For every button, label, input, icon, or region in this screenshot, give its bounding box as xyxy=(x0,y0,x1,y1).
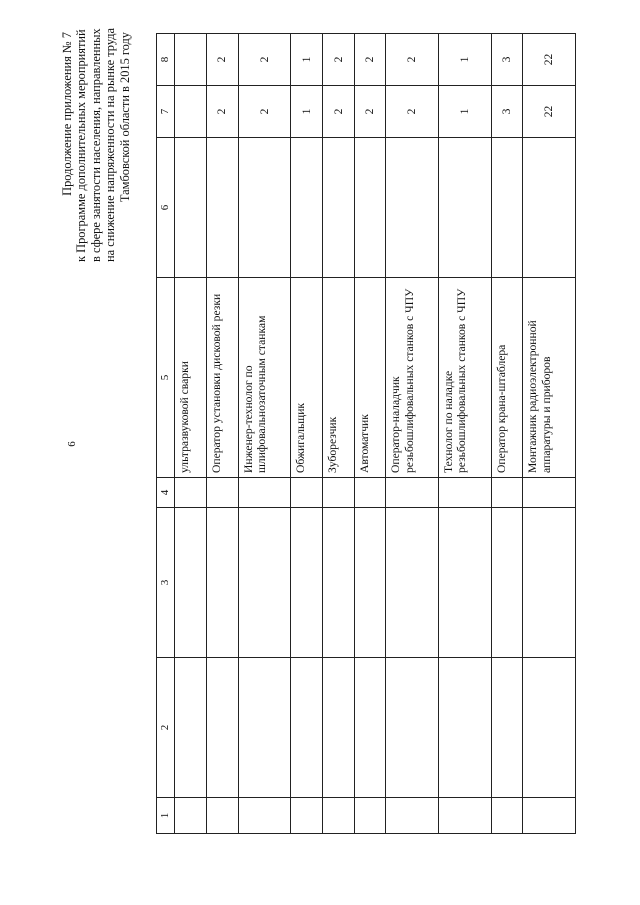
column-number: 3 xyxy=(157,508,175,658)
header-line: Тамбовской области в 2015 году xyxy=(117,32,132,203)
table-cell-c2 xyxy=(206,658,238,798)
table-cell-c8: 1 xyxy=(291,34,323,86)
table-cell-c1 xyxy=(175,798,207,834)
appendix-header xyxy=(60,27,144,262)
table-cell-c3 xyxy=(491,508,523,658)
table-cell-c7: 22 xyxy=(523,86,576,138)
header-line: в сфере занятости населения, направленных xyxy=(88,28,103,262)
table-row xyxy=(354,34,386,834)
table-cell-c6 xyxy=(291,138,323,278)
table-cell-c7: 1 xyxy=(438,86,491,138)
table-cell-c2 xyxy=(386,658,439,798)
table-cell-c8: 2 xyxy=(238,34,291,86)
table-cell-c6 xyxy=(175,138,207,278)
table-cell-c2 xyxy=(291,658,323,798)
column-number: 4 xyxy=(157,478,175,508)
table-cell-c2 xyxy=(238,658,291,798)
table-cell-c6 xyxy=(491,138,523,278)
table-cell-c5: Оператор крана-штаблера xyxy=(491,278,523,478)
table-row xyxy=(322,34,354,834)
table-row xyxy=(491,34,523,834)
table-cell-c2 xyxy=(523,658,576,798)
table-cell-c8 xyxy=(175,34,207,86)
column-number: 8 xyxy=(157,34,175,86)
table-cell-c6 xyxy=(354,138,386,278)
table-cell-c8: 2 xyxy=(322,34,354,86)
table-cell-c6 xyxy=(438,138,491,278)
table-cell-c7: 1 xyxy=(291,86,323,138)
table-cell-c3 xyxy=(238,508,291,658)
table-cell-c8: 2 xyxy=(386,34,439,86)
table-cell-c5: Обжигальщик xyxy=(291,278,323,478)
table-cell-c7: 2 xyxy=(206,86,238,138)
column-number: 1 xyxy=(157,798,175,834)
table-cell-c5: Технолог по наладке резьбошлифовальных станков с ЧПУ xyxy=(438,278,491,478)
table-cell-c7 xyxy=(175,86,207,138)
table-cell-c3 xyxy=(386,508,439,658)
table-row xyxy=(386,34,439,834)
table-cell-c5: Оператор-наладчик резьбошлифовальных станков с ЧПУ xyxy=(386,278,439,478)
table-cell-c1 xyxy=(291,798,323,834)
table-cell-c7: 2 xyxy=(386,86,439,138)
table-cell-c3 xyxy=(438,508,491,658)
table-cell-c1 xyxy=(523,798,576,834)
table-cell-c1 xyxy=(354,798,386,834)
table-cell-c6 xyxy=(386,138,439,278)
table-cell-c7: 2 xyxy=(238,86,291,138)
table-cell-c3 xyxy=(354,508,386,658)
column-number: 5 xyxy=(157,278,175,478)
table-cell-c4 xyxy=(322,478,354,508)
table-cell-c4 xyxy=(491,478,523,508)
table-cell-c6 xyxy=(238,138,291,278)
table-cell-c1 xyxy=(322,798,354,834)
table-cell-c4 xyxy=(354,478,386,508)
column-number: 7 xyxy=(157,86,175,138)
header-line: к Программе дополнительных мероприятий xyxy=(74,29,89,262)
table-cell-c8: 1 xyxy=(438,34,491,86)
table-cell-c6 xyxy=(523,138,576,278)
header-line: Продолжение приложения № 7 xyxy=(60,32,74,196)
table-cell-c4 xyxy=(238,478,291,508)
table-cell-c2 xyxy=(354,658,386,798)
table-cell-c4 xyxy=(523,478,576,508)
table-row xyxy=(291,34,323,834)
column-number-row xyxy=(157,34,175,834)
table-cell-c3 xyxy=(523,508,576,658)
table-cell-c1 xyxy=(386,798,439,834)
page-number: 6 xyxy=(66,441,78,447)
table-cell-c5: Автоматчик xyxy=(354,278,386,478)
column-number: 6 xyxy=(157,138,175,278)
header-line: на снижение напряженности на рынке труда xyxy=(103,27,118,262)
table-cell-c3 xyxy=(322,508,354,658)
table-cell-c8: 3 xyxy=(491,34,523,86)
table-cell-c7: 2 xyxy=(322,86,354,138)
table-cell-c4 xyxy=(386,478,439,508)
table-cell-c4 xyxy=(175,478,207,508)
table-cell-c5: ультразвуковой сварки xyxy=(175,278,207,478)
table-row xyxy=(175,34,207,834)
table-cell-c3 xyxy=(175,508,207,658)
table-cell-c6 xyxy=(322,138,354,278)
table-cell-c2 xyxy=(175,658,207,798)
table-cell-c1 xyxy=(206,798,238,834)
table-cell-c5: Инженер-технолог по шлифовальнозаточным станкам xyxy=(238,278,291,478)
table-cell-c8: 2 xyxy=(354,34,386,86)
table-cell-c7: 3 xyxy=(491,86,523,138)
table-cell-c2 xyxy=(438,658,491,798)
table-row xyxy=(238,34,291,834)
table-cell-c6 xyxy=(206,138,238,278)
table-row xyxy=(206,34,238,834)
table-cell-c8: 2 xyxy=(206,34,238,86)
table-cell-c2 xyxy=(491,658,523,798)
table-cell-c4 xyxy=(291,478,323,508)
column-number: 2 xyxy=(157,658,175,798)
table-cell-c3 xyxy=(206,508,238,658)
table-cell-c4 xyxy=(206,478,238,508)
table-cell-c7: 2 xyxy=(354,86,386,138)
table-cell-c5: Монтажник радиоэлектронной аппаратуры и приборов xyxy=(523,278,576,478)
table-cell-c1 xyxy=(238,798,291,834)
table-cell-c4 xyxy=(438,478,491,508)
table-cell-c5: Оператор установки дисковой резки xyxy=(206,278,238,478)
table-cell-c8: 22 xyxy=(523,34,576,86)
table-row xyxy=(523,34,576,834)
table-cell-c5: Зуборезчик xyxy=(322,278,354,478)
measures-table xyxy=(156,34,576,834)
table-row xyxy=(438,34,491,834)
table-cell-c1 xyxy=(438,798,491,834)
table-cell-c2 xyxy=(322,658,354,798)
table-cell-c3 xyxy=(291,508,323,658)
table-cell-c1 xyxy=(491,798,523,834)
